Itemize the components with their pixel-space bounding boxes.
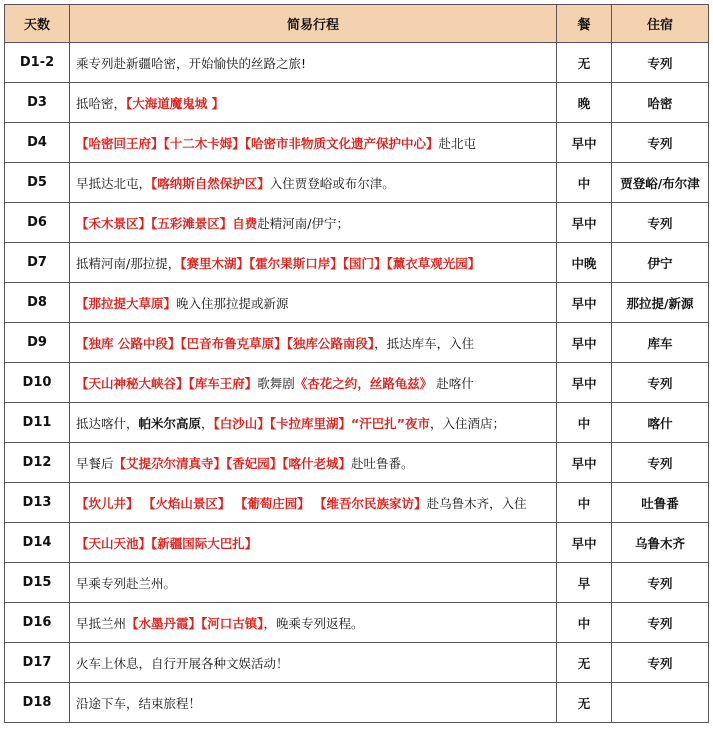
route-text: 赴精河南/伊宁； (257, 215, 349, 231)
route-cell (70, 443, 557, 483)
route-cell (70, 643, 557, 683)
table-row (5, 283, 709, 323)
route-highlight: 【大海道魔鬼城 】 (126, 95, 225, 111)
meal-cell: 早中 (557, 123, 612, 163)
day-cell: D12 (5, 443, 70, 483)
route-text: 火车上休息，自行开展各种文娱活动！ (76, 655, 289, 671)
meal-cell: 早 (557, 563, 612, 603)
table-row (5, 523, 709, 563)
route-cell (70, 363, 557, 403)
table-row (5, 443, 709, 483)
stay-cell: 那拉提/新源 (612, 283, 709, 323)
route-text: ，入住酒店； (429, 415, 505, 431)
route-text: 赴吐鲁番。 (351, 455, 414, 471)
table-row (5, 123, 709, 163)
meal-cell: 中 (557, 483, 612, 523)
day-cell: D6 (5, 203, 70, 243)
route-text: 赴乌鲁木齐，入住 (426, 495, 527, 511)
meal-cell: 中晚 (557, 243, 612, 283)
meal-cell: 中 (557, 603, 612, 643)
stay-cell: 专列 (612, 603, 709, 643)
route-cell (70, 203, 557, 243)
table-row (5, 403, 709, 443)
day-cell: D15 (5, 563, 70, 603)
meal-cell: 早中 (557, 203, 612, 243)
table-header-row (5, 5, 709, 43)
meal-cell: 早中 (557, 323, 612, 363)
meal-cell: 无 (557, 643, 612, 683)
meal-cell: 早中 (557, 363, 612, 403)
route-text: 抵精河南/那拉提， (76, 255, 181, 271)
table-row (5, 483, 709, 523)
stay-cell: 专列 (612, 563, 709, 603)
table-row (5, 643, 709, 683)
header-route: 简易行程 (70, 5, 557, 43)
itinerary-rows (5, 43, 709, 723)
route-text: 帕米尔高原 (138, 415, 202, 431)
route-text: 歌舞剧 (257, 375, 295, 391)
day-cell: D13 (5, 483, 70, 523)
route-cell (70, 563, 557, 603)
day-cell: D14 (5, 523, 70, 563)
day-cell: D1-2 (5, 43, 70, 83)
header-day: 天数 (5, 5, 70, 43)
day-cell: D17 (5, 643, 70, 683)
route-highlight: 【坎儿井】 【火焰山景区】 【葡萄庄园】 【维吾尔民族家访】 (76, 495, 427, 511)
table-row (5, 563, 709, 603)
route-highlight: 【那拉提大草原】 (76, 295, 177, 311)
itinerary-table (4, 4, 709, 723)
stay-cell: 专列 (612, 43, 709, 83)
stay-cell: 吐鲁番 (612, 483, 709, 523)
route-cell (70, 43, 557, 83)
stay-cell: 专列 (612, 643, 709, 683)
route-cell (70, 323, 557, 363)
route-highlight: 【艾提尕尔清真寺】【香妃园】【喀什老城】 (113, 455, 352, 471)
table-row (5, 83, 709, 123)
meal-cell: 中 (557, 163, 612, 203)
route-text: 抵哈密， (76, 95, 127, 111)
table-row (5, 163, 709, 203)
route-highlight: 《杏花之约，丝路龟兹》 (294, 375, 433, 391)
route-cell (70, 483, 557, 523)
route-text: 晚入住那拉提或新源 (176, 295, 289, 311)
route-cell (70, 603, 557, 643)
route-cell (70, 683, 557, 723)
stay-cell: 喀什 (612, 403, 709, 443)
day-cell: D18 (5, 683, 70, 723)
day-cell: D10 (5, 363, 70, 403)
route-highlight: 【天山神秘大峡谷】【库车王府】 (76, 375, 258, 391)
meal-cell: 早中 (557, 443, 612, 483)
table-row (5, 203, 709, 243)
day-cell: D4 (5, 123, 70, 163)
stay-cell: 专列 (612, 443, 709, 483)
table-row (5, 603, 709, 643)
route-text: ， (201, 415, 214, 431)
meal-cell: 无 (557, 43, 612, 83)
route-highlight: 【赛里木湖】【霍尔果斯口岸】【国门】【薰衣草观光园】 (180, 255, 481, 271)
header-meal: 餐 (557, 5, 612, 43)
route-cell (70, 163, 557, 203)
route-text: 早餐后 (76, 455, 114, 471)
meal-cell: 早中 (557, 523, 612, 563)
day-cell: D8 (5, 283, 70, 323)
route-text: 早抵达北屯， (76, 175, 152, 191)
route-highlight: 【白沙山】【卡拉库里湖】“汗巴扎”夜市 (213, 415, 430, 431)
table-row (5, 683, 709, 723)
route-highlight: 【独库 公路中段】【巴音布鲁克草原】【独库公路南段】 (76, 335, 375, 351)
header-stay: 住宿 (612, 5, 709, 43)
route-highlight: 【喀纳斯自然保护区】 (151, 175, 270, 191)
day-cell: D5 (5, 163, 70, 203)
route-cell (70, 523, 557, 563)
meal-cell: 中 (557, 403, 612, 443)
route-highlight: 【哈密回王府】【十二木卡姆】【哈密市非物质文化遗产保护中心】 (76, 135, 439, 151)
meal-cell: 晚 (557, 83, 612, 123)
route-text: ，抵达库车，入住 (374, 335, 475, 351)
day-cell: D11 (5, 403, 70, 443)
route-text: 乘专列赴新疆哈密，开始愉快的丝路之旅! (76, 55, 307, 71)
day-cell: D16 (5, 603, 70, 643)
stay-cell: 哈密 (612, 83, 709, 123)
route-cell (70, 123, 557, 163)
meal-cell: 无 (557, 683, 612, 723)
route-text: 早乘专列赴兰州。 (76, 575, 177, 591)
stay-cell: 贾登峪/布尔津 (612, 163, 709, 203)
route-cell (70, 83, 557, 123)
stay-cell: 专列 (612, 203, 709, 243)
day-cell: D3 (5, 83, 70, 123)
stay-cell: 专列 (612, 123, 709, 163)
stay-cell: 库车 (612, 323, 709, 363)
route-text: ，晚乘专列返程。 (263, 615, 364, 631)
stay-cell (612, 683, 709, 723)
route-text: 赴北屯 (438, 135, 477, 151)
route-text: 沿途下车，结束旅程！ (76, 695, 202, 711)
route-highlight: 【禾木景区】【五彩滩景区】自费 (76, 215, 258, 231)
day-cell: D7 (5, 243, 70, 283)
route-cell (70, 403, 557, 443)
table-row (5, 323, 709, 363)
table-row (5, 43, 709, 83)
route-text: 早抵兰州 (76, 615, 127, 631)
route-highlight: 【天山天池】【新疆国际大巴扎】 (76, 535, 258, 551)
route-text: 入住贾登峪或布尔津。 (269, 175, 395, 191)
table-row (5, 243, 709, 283)
route-highlight: 【水墨丹霞】【河口古镇】 (126, 615, 264, 631)
meal-cell: 早中 (557, 283, 612, 323)
stay-cell: 专列 (612, 363, 709, 403)
route-text: 抵达喀什， (76, 415, 139, 431)
route-cell (70, 243, 557, 283)
stay-cell: 乌鲁木齐 (612, 523, 709, 563)
route-cell (70, 283, 557, 323)
stay-cell: 伊宁 (612, 243, 709, 283)
table-row (5, 363, 709, 403)
day-cell: D9 (5, 323, 70, 363)
route-text: 赴喀什 (432, 375, 474, 391)
